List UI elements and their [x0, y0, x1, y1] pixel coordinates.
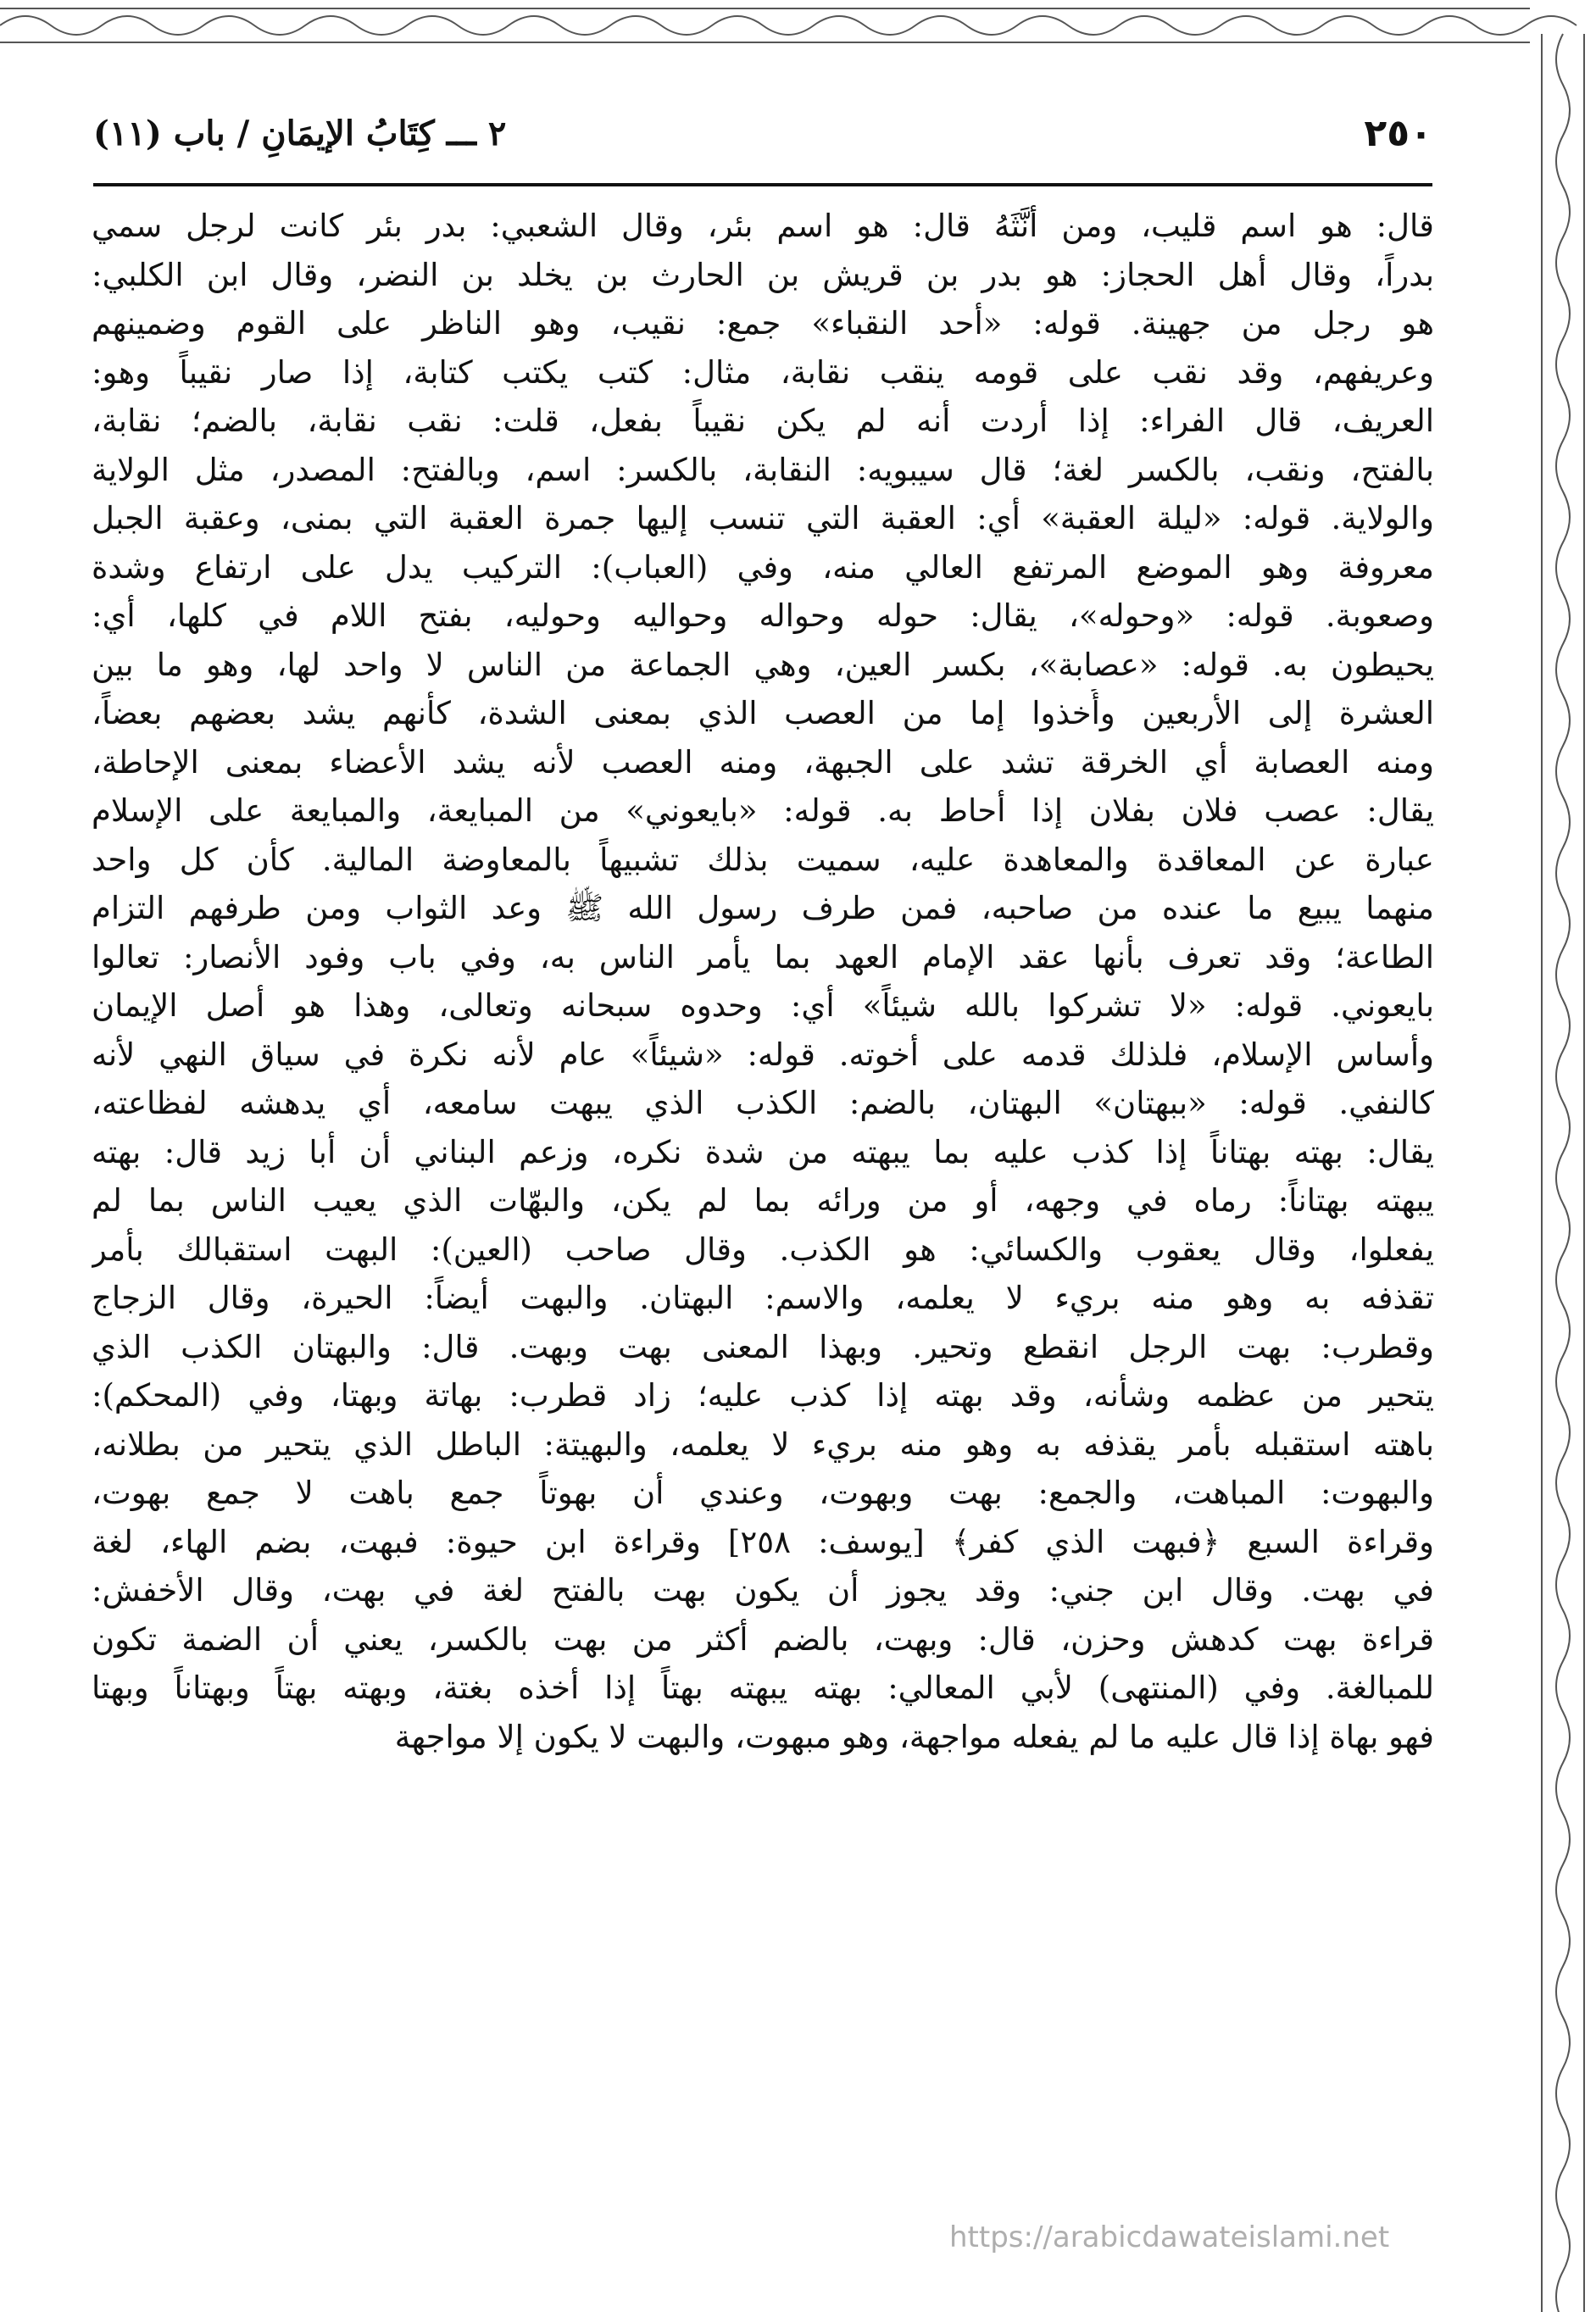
text-line: بدراً، وقال أهل الحجاز: هو بدر بن قريش بن الحارث بن يخلد بن النضر، وقال ابن الكلبي:	[92, 256, 1434, 293]
page-number: ٢٥٠	[1364, 112, 1432, 155]
right-decorative-border	[1530, 0, 1596, 2312]
text-line: كالنفي. قوله: «ببهتان» البهتان، بالضم: الكذب الذي يبهت سامعه، أي يدهشه لفظاعته،	[92, 1085, 1434, 1121]
text-line: باهته استقبله بأمر يقذفه به وهو منه بريء لا يعلمه، والبهيتة: الباطل الذي يتحير من بطلانه،	[92, 1426, 1434, 1463]
text-line: فهو بهاة إذا قال عليه ما لم يفعله مواجهة، وهو مبهوت، والبهت لا يكون إلا مواجهة	[394, 1718, 1434, 1755]
header-rule	[93, 183, 1432, 186]
text-line: وقطرب: بهت الرجل انقطع وتحير. وبهذا المعنى بهت وبهت. قال: والبهتان الكذب الذي	[92, 1328, 1434, 1365]
text-line: يقال: بهته بهتاناً إذا كذب عليه بما يبهته من شدة نكره، وزعم البناني أن أبا زيد قال: بهته	[92, 1133, 1434, 1170]
text-line: وصعوبة. قوله: «وحوله»، يقال: حوله وحواله وحواليه وحوليه، بفتح اللام في كلها، أي:	[92, 597, 1434, 634]
text-line: العريف، قال الفراء: إذا أردت أنه لم يكن نقيباً بفعل، قلت: نقب نقابة، بالضم؛ نقابة،	[92, 403, 1434, 439]
text-line: يتحير من عظمه وشأنه، وقد بهته إذا كذب عليه؛ زاد قطرب: بهاتة وبهتا، وفي (المحكم):	[92, 1377, 1434, 1414]
text-line: عبارة عن المعاقدة والمعاهدة عليه، سميت بذلك تشبيهاً بالمعاوضة المالية. كأن كل واحد	[92, 841, 1434, 878]
text-line: وأساس الإسلام، فلذلك قدمه على أخوته. قوله: «شيئاً» عام لأنه نكرة في سياق النهي لأنه	[92, 1036, 1434, 1073]
text-line: يقال: عصب فلان بفلان إذا أحاط به. قوله: «بايعوني» من المبايعة، والمبايعة على الإسلام	[92, 792, 1434, 829]
text-line: في بهت. وقال ابن جني: وقد يجوز أن يكون بهت بالفتح لغة في بهت، وقال الأخفش:	[92, 1572, 1434, 1609]
text-line: والولاية. قوله: «ليلة العقبة» أي: العقبة التي تنسب إليها جمرة العقبة التي بمنى، وعقبة الجبل	[92, 500, 1434, 536]
text-line: تقذفه به وهو منه بريء لا يعلمه، والاسم: البهتان. والبهت أيضاً: الحيرة، وقال الزجاج	[92, 1280, 1434, 1316]
text-line: ومنه العصابة أي الخرقة تشد على الجبهة، ومنه العصب لأنه يشد الأعضاء بمعنى الإحاطة،	[92, 743, 1434, 781]
text-line: يفعلوا، وقال يعقوب والكسائي: هو الكذب. وقال صاحب (العين): البهت استقبالك بأمر	[92, 1231, 1434, 1268]
text-line: قراءة بهت كدهش وحزن، قال: وبهت، بالضم أكثر من بهت بالكسر، يعني أن الضمة تكون	[92, 1620, 1434, 1658]
text-line: وقراءة السبع ﴿فبهت الذي كفر﴾ [يوسف: ٢٥٨] وقراءة ابن حيوة: فبهت، بضم الهاء، لغة	[92, 1523, 1434, 1560]
text-line: العشرة إلى الأربعين وأُخذوا إما من العصب الذي بمعنى الشدة، كأنهم يشد بعضهم بعضاً،	[92, 695, 1434, 731]
top-decorative-border	[0, 0, 1596, 53]
body-text	[92, 202, 1434, 1761]
text-line: بايعوني. قوله: «لا تشركوا بالله شيئاً» أي: وحدوه سبحانه وتعالى، وهذا هو أصل الإيمان	[92, 987, 1434, 1024]
text-line: هو رجل من جهينة. قوله: «أحد النقباء» جمع: نقيب، وهو الناظر على القوم وضمينهم	[92, 305, 1434, 342]
text-line: منهما يبيع ما عنده من صاحبه، فمن طرف رسول الله ﷺ وعد الثواب ومن طرفهم التزام	[92, 890, 1434, 926]
running-header	[93, 108, 1432, 168]
text-line: قال: هو اسم قليب، ومن أنَّثَهُ قال: هو اسم بئر، وقال الشعبي: بدر بئر كانت لرجل سمي	[92, 208, 1434, 244]
text-line: والبهوت: المباهت، والجمع: بهت وبهوت، وعندي أن بهوتاً جمع باهت لا جمع بهوت،	[92, 1475, 1434, 1511]
text-line: الطاعة؛ وقد تعرف بأنها عقد الإمام العهد بما يأمر الناس به، وفي باب وفود الأنصار: تعالوا	[92, 938, 1434, 975]
text-line: معروفة وهو الموضع المرتفع العالي منه، وفي (العباب): التركيب يدل على ارتفاع وشدة	[92, 548, 1434, 586]
watermark-url: https://arabicdawateislami.net	[949, 2220, 1390, 2254]
text-line: للمبالغة. وفي (المنتهى) لأبي المعالي: بهته يبهته بهتاً إذا أخذه بغتة، وبهته بهتاً وبهتاناً وبهتا	[92, 1670, 1434, 1706]
running-title: ٢ ـــ كِتَابُ الإيمَانِ / باب (١١)	[93, 114, 507, 153]
text-line: بالفتح، ونقب، بالكسر لغة؛ قال سيبويه: النقابة، بالكسر: اسم، وبالفتح: المصدر، مثل الولاية	[92, 451, 1434, 488]
text-line: يحيطون به. قوله: «عصابة»، بكسر العين، وهي الجماعة من الناس لا واحد لها، وهو ما بين	[92, 646, 1434, 683]
text-line: يبهته بهتاناً: رماه في وجهه، أو من ورائه بما لم يكن، والبهّات الذي يعيب الناس بما لم	[92, 1182, 1434, 1219]
text-line: وعريفهم، وقد نقب على قومه ينقب نقابة، مثال: كتب يكتب كتابة، إذا صار نقيباً وهو:	[92, 353, 1434, 391]
